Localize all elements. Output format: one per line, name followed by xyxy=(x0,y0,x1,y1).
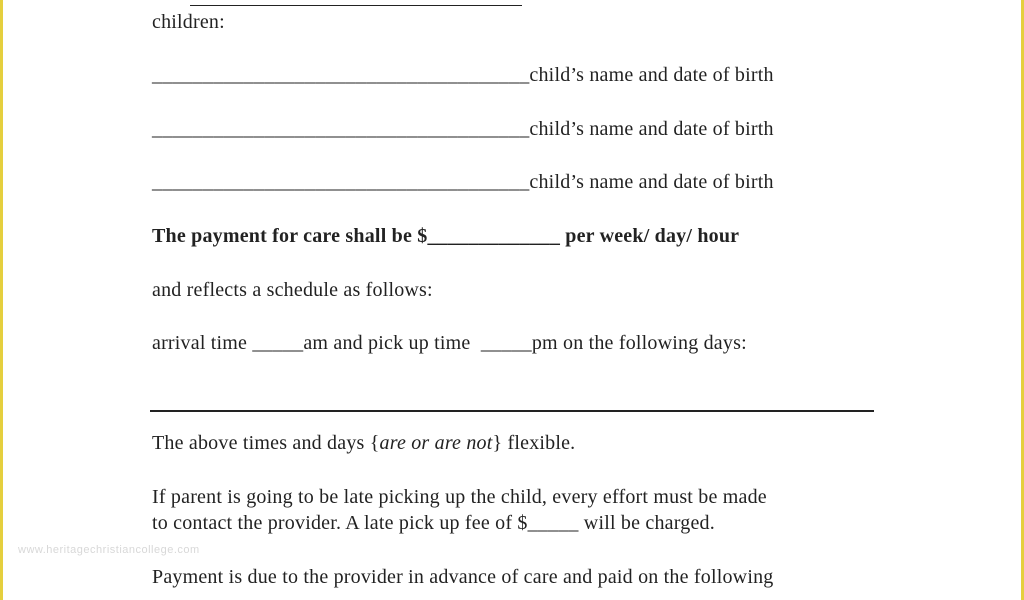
child-row-1 xyxy=(152,63,774,87)
late-line-1: If parent is going to be late picking up the child, every effort must be made xyxy=(152,486,767,508)
arrival-time-blank[interactable]: _____ xyxy=(252,332,304,354)
flex-prefix: The above times and days { xyxy=(152,432,380,454)
payment-suffix: per week/ day/ hour xyxy=(560,225,740,247)
payment-prefix: The payment for care shall be $ xyxy=(152,225,428,247)
flex-line xyxy=(152,431,575,455)
arrival-line xyxy=(152,331,747,355)
late-line-2 xyxy=(152,511,715,535)
flex-suffix: } flexible. xyxy=(492,432,576,454)
child-row-label-3: child’s name and date of birth xyxy=(529,171,774,193)
child-row-3 xyxy=(152,170,774,194)
arrival-suffix: pm on the following days: xyxy=(531,332,747,354)
child-name-blank-2[interactable]: _____________________________________ xyxy=(152,118,530,140)
child-row-label-2: child’s name and date of birth xyxy=(529,118,774,140)
top-cut-underline xyxy=(190,5,522,6)
arrival-middle: am and pick up time xyxy=(303,332,481,354)
late-suffix: will be charged. xyxy=(578,512,715,534)
children-label: children: xyxy=(152,11,225,33)
payment-amount-blank[interactable]: _____________ xyxy=(427,225,561,247)
child-row-2 xyxy=(152,117,774,141)
schedule-intro: and reflects a schedule as follows: xyxy=(152,279,433,301)
watermark: www.heritagechristiancollege.com xyxy=(18,544,200,556)
late-prefix: to contact the provider. A late pick up fee of $ xyxy=(152,512,528,534)
late-fee-blank[interactable]: _____ xyxy=(527,512,579,534)
flex-options: are or are not xyxy=(379,432,493,454)
arrival-prefix: arrival time xyxy=(152,332,253,354)
payment-due-line: Payment is due to the provider in advance of care and paid on the following xyxy=(152,566,774,588)
child-name-blank-3[interactable]: _____________________________________ xyxy=(152,171,530,193)
payment-line xyxy=(152,224,739,248)
child-row-label-1: child’s name and date of birth xyxy=(529,64,774,86)
child-name-blank-1[interactable]: _____________________________________ xyxy=(152,64,530,86)
pickup-time-blank[interactable]: _____ xyxy=(480,332,532,354)
days-rule[interactable] xyxy=(150,410,874,412)
